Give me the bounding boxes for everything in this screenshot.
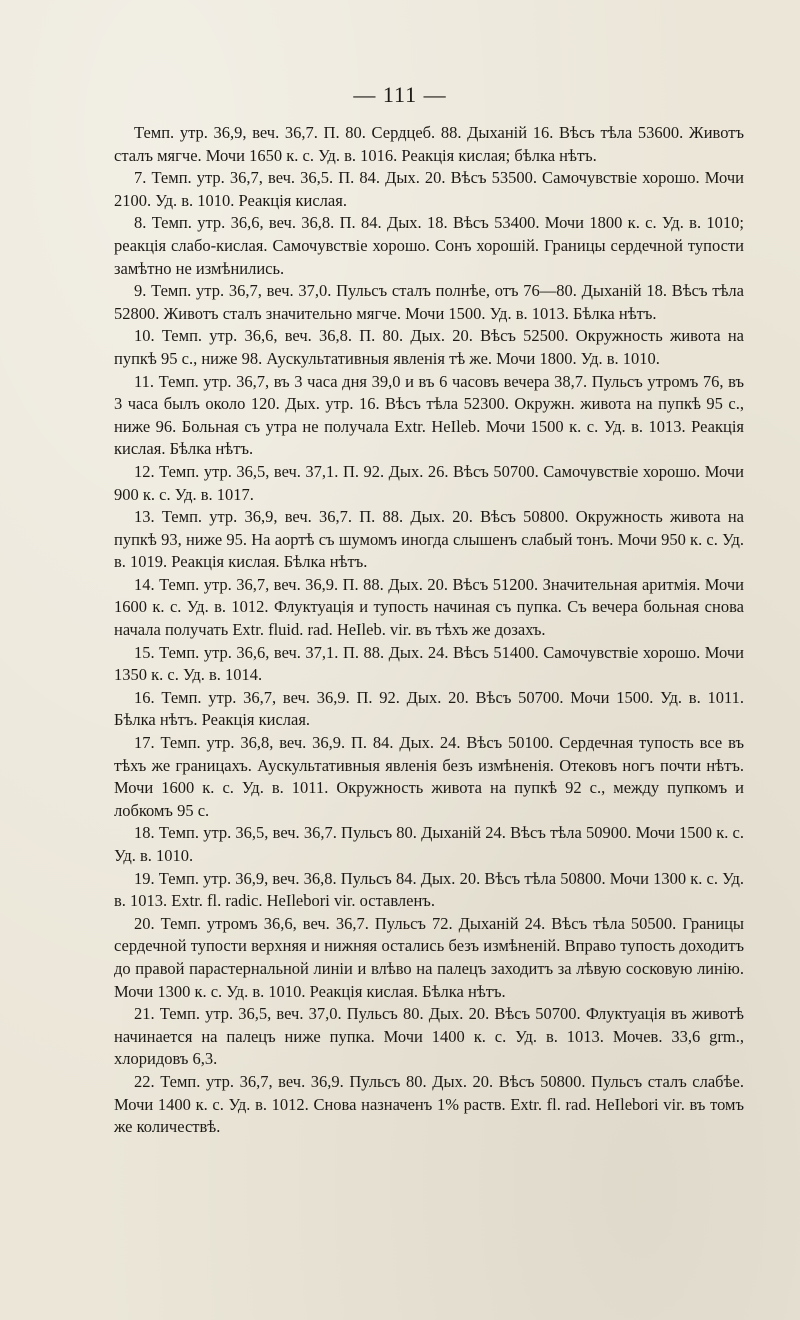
paragraph-entry: 8. Темп. утр. 36,6, веч. 36,8. П. 84. Дых. 18. Вѣсъ 53400. Мочи 1800 к. с. Уд. в. 1010; реакція слабо-кислая. Самочувствіе хорошо. Сонъ хорошій. Границы сердечной тупости замѣтно не измѣнились. — [114, 213, 744, 278]
paragraph-entry: Темп. утр. 36,9, веч. 36,7. П. 80. Сердцеб. 88. Дыханій 16. Вѣсъ тѣла 53600. Животъ сталъ мягче. Мочи 1650 к. с. Уд. в. 1016. Реакція кислая; бѣлка нѣтъ. — [114, 123, 744, 165]
page-body — [114, 122, 744, 1139]
paragraph-entry: 11. Темп. утр. 36,7, въ 3 часа дня 39,0 и въ 6 часовъ вечера 38,7. Пульсъ утромъ 76, въ 3 часа былъ около 120. Дых. утр. 16. Вѣсъ тѣла 52300. Окружн. живота на пупкѣ 95 с., ниже 96. Больная съ утра не получала Ехtr. HeIleb. Мочи 1500 к. с. Уд. в. 1013. Реакція кислая. Бѣлка нѣтъ. — [114, 371, 744, 459]
paragraph-entry: 9. Темп. утр. 36,7, веч. 37,0. Пульсъ сталъ полнѣе, отъ 76—80. Дыханій 18. Вѣсъ тѣла 52800. Животъ сталъ значительно мягче. Мочи 1500. Уд. в. 1013. Бѣлка нѣтъ. — [114, 281, 744, 323]
paragraph-entry: 14. Темп. утр. 36,7, веч. 36,9. П. 88. Дых. 20. Вѣсъ 51200. Значительная аритмія. Мочи 1600 к. с. Уд. в. 1012. Флуктуація и тупость начиная съ пупка. Съ вечера больная снова начала получать Extr. fluid. rad. HeIleb. vir. въ тѣхъ же дозахъ. — [114, 574, 744, 640]
paragraph-entry: 10. Темп. утр. 36,6, веч. 36,8. П. 80. Дых. 20. Вѣсъ 52500. Окружность живота на пупкѣ 95 с., ниже 98. Аускультативныя явленія тѣ же. Мочи 1800. Уд. в. 1010. — [114, 326, 744, 368]
paragraph-entry: 16. Темп. утр. 36,7, веч. 36,9. П. 92. Дых. 20. Вѣсъ 50700. Мочи 1500. Уд. в. 1011. Бѣлка нѣтъ. Реакція кислая. — [114, 687, 744, 730]
page-number: — 111 — — [353, 82, 447, 107]
paragraph-entry: 19. Темп. утр. 36,9, веч. 36,8. Пульсъ 84. Дых. 20. Вѣсъ тѣла 50800. Мочи 1300 к. с. Уд. в. 1013. Extr. fl. radic. HeIlebori vir. оставленъ. — [114, 868, 744, 911]
paragraph-entry: 13. Темп. утр. 36,9, веч. 36,7. П. 88. Дых. 20. Вѣсъ 50800. Окружность живота на пупкѣ 93, ниже 95. На аортѣ съ шумомъ иногда слышенъ слабый тонъ. Мочи 950 к. с. Уд. в. 1019. Реакція кислая. Бѣлка нѣтъ. — [114, 507, 744, 572]
paragraph-entry: 12. Темп. утр. 36,5, веч. 37,1. П. 92. Дых. 26. Вѣсъ 50700. Самочувствіе хорошо. Мочи 900 к. с. Уд. в. 1017. — [114, 461, 744, 504]
paragraph-entry: 17. Темп. утр. 36,8, веч. 36,9. П. 84. Дых. 24. Вѣсъ 50100. Сердечная тупость все въ тѣхъ же границахъ. Аускультативныя явленія безъ измѣненія. Отековъ ногъ почти нѣтъ. Мочи 1600 к. с. Уд. в. 1011. Окружность живота на пупкѣ 92 с., между пупкомъ и лобкомъ 95 с. — [114, 733, 744, 820]
paragraph-entry: 18. Темп. утр. 36,5, веч. 36,7. Пульсъ 80. Дыханій 24. Вѣсъ тѣла 50900. Мочи 1500 к. с. Уд. в. 1010. — [114, 823, 744, 865]
paragraph-entry: 21. Темп. утр. 36,5, веч. 37,0. Пульсъ 80. Дых. 20. Вѣсъ 50700. Флуктуація въ животѣ начинается на палецъ ниже пупка. Мочи 1400 к. с. Уд. в. 1013. Мочев. 33,6 grm., хлоридовъ 6,3. — [114, 1004, 744, 1069]
paragraph-entry: 22. Темп. утр. 36,7, веч. 36,9. Пульсъ 80. Дых. 20. Вѣсъ 50800. Пульсъ сталъ слабѣе. Мочи 1400 к. с. Уд. в. 1012. Снова назначенъ 1% раств. Extr. fl. rad. HeIlebori vir. въ томъ же количествѣ. — [114, 1071, 744, 1137]
paragraph-entry: 15. Темп. утр. 36,6, веч. 37,1. П. 88. Дых. 24. Вѣсъ 51400. Самочувствіе хорошо. Мочи 1350 к. с. Уд. в. 1014. — [114, 642, 744, 685]
paragraph-entry: 20. Темп. утромъ 36,6, веч. 36,7. Пульсъ 72. Дыханій 24. Вѣсъ тѣла 50500. Границы сердечной тупости верхняя и нижняя остались безъ измѣненій. Вправо тупость доходитъ до правой парастернальной линіи и влѣво на палецъ заходитъ за лѣвую сосковую линію. Мочи 1300 к. с. Уд. в. 1010. Реакція кислая. Бѣлка нѣтъ. — [114, 913, 744, 1001]
paragraph-entry: 7. Темп. утр. 36,7, веч. 36,5. П. 84. Дых. 20. Вѣсъ 53500. Самочувствіе хорошо. Мочи 2100. Уд. в. 1010. Реакція кислая. — [114, 168, 744, 210]
